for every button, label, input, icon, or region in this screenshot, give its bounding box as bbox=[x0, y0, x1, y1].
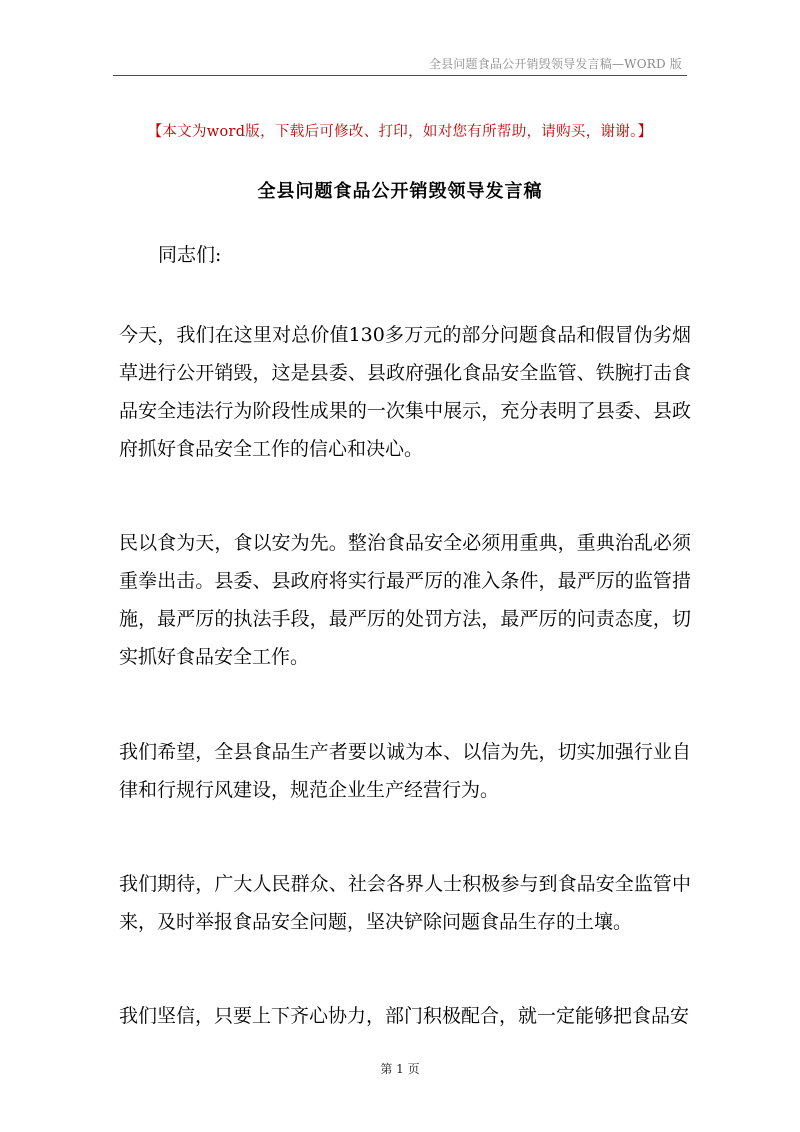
running-header: 全县问题食品公开销毁领导发言稿—WORD 版 bbox=[428, 57, 682, 71]
page-number: 第 1 页 bbox=[380, 1062, 420, 1076]
paragraph-5: 我们坚信，只要上下齐心协力，部门积极配合，就一定能够把食品安 bbox=[119, 1005, 690, 1027]
paragraph-1: 今天，我们在这里对总价值130多万元的部分问题食品和假冒伪劣烟草进行公开销毁，这是县委、县政府强化食品安全监管、铁腕打击食品安全违法行为阶段性成果的一次集中展示，充分表明了县委、县政府抓好食品安全工作的信心和决心。 bbox=[119, 324, 691, 460]
salutation: 同志们: bbox=[158, 244, 222, 266]
paragraph-3: 我们希望，全县食品生产者要以诚为本、以信为先，切实加强行业自律和行规行风建设，规范企业生产经营行为。 bbox=[119, 741, 691, 801]
document-title: 全县问题食品公开销毁领导发言稿 bbox=[257, 181, 543, 202]
header-divider bbox=[113, 75, 687, 76]
paragraph-4: 我们期待，广大人民群众、社会各界人士积极参与到食品安全监管中来，及时举报食品安全问题，坚决铲除问题食品生存的土壤。 bbox=[119, 873, 691, 933]
paragraph-2: 民以食为天，食以安为先。整治食品安全必须用重典，重典治乱必须重拳出击。县委、县政府将实行最严厉的准入条件，最严厉的监管措施，最严厉的执法手段，最严厉的处罚方法，最严厉的问责态度，切实抓好食品安全工作。 bbox=[119, 532, 691, 668]
purchase-notice: 【本文为word版，下载后可修改、打印，如对您有所帮助，请购买，谢谢。】 bbox=[147, 124, 653, 140]
